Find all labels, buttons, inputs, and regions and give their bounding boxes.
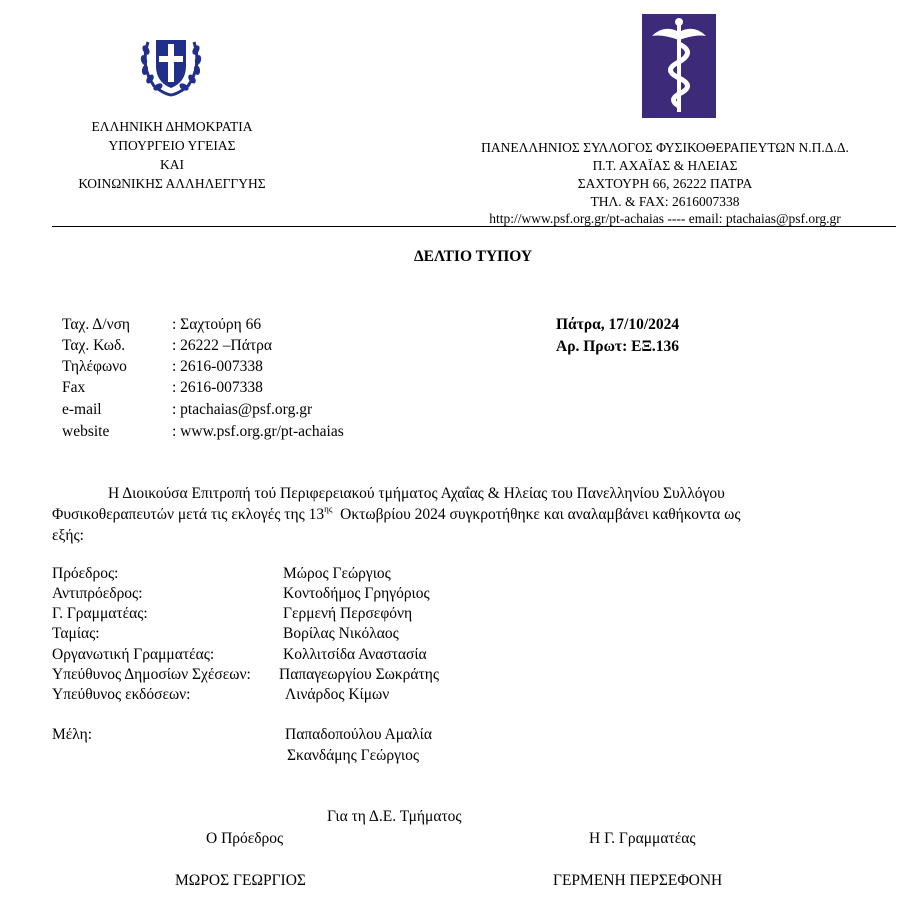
contact-value: : 26222 –Πάτρα — [172, 337, 272, 354]
contact-label: Fax — [62, 379, 86, 396]
header-divider — [52, 226, 896, 227]
contact-label: e-mail — [62, 401, 102, 418]
paragraph-line: Η Διοικούσα Επιτροπή τού Περιφερειακού τμήματος Αχαΐας & Ηλείας του Πανελληνίου Συλλόγου — [108, 485, 725, 502]
board-name: Κοντοδήμος Γρηγόριος — [283, 585, 430, 602]
member-name: Παπαδοπούλου Αμαλία — [285, 726, 432, 743]
signature-left-name: ΜΩΡΟΣ ΓΕΩΡΓΙΟΣ — [175, 872, 306, 889]
date-line: Πάτρα, 17/10/2024 — [556, 316, 680, 333]
board-role: Ταμίας: — [52, 625, 100, 642]
paragraph-line: Φυσικοθεραπευτών μετά τις εκλογές της $13^{\eta\varsigma}$ Οκτωβρίου 2024 συγκροτήθηκε και αναλαμβάνει καθήκοντα ως — [52, 504, 741, 523]
signature-left-title: Ο Πρόεδρος — [206, 830, 284, 847]
contact-value: : 2616-007338 — [172, 379, 263, 396]
contact-value: : ptachaias@psf.org.gr — [172, 401, 313, 418]
signature-right-name: ΓΕΡΜΕΝΗ ΠΕΡΣΕΦΟΝΗ — [553, 872, 723, 889]
member-name: Σκανδάμης Γεώργιος — [287, 747, 419, 764]
header-left-line: ΚΟΙΝΩΝΙΚΗΣ ΑΛΛΗΛΕΓΓΥΗΣ — [78, 176, 266, 191]
members-label: Μέλη: — [52, 726, 93, 743]
header-web-email-line: http://www.psf.org.gr/pt-achaias ---- email: ptachaias@psf.org.gr — [489, 211, 841, 226]
signature-right-title: Η Γ. Γραμματέας — [589, 830, 696, 847]
document-title: ΔΕΛΤΙΟ ΤΥΠΟΥ — [413, 248, 533, 265]
header-right-line: ΣΑΧΤΟΥΡΗ 66, 26222 ΠΑΤΡΑ — [577, 176, 753, 191]
board-name: Γερμενή Περσεφόνη — [283, 605, 413, 622]
board-role: Υπεύθυνος Δημοσίων Σχέσεων: — [52, 666, 251, 683]
contact-value: : www.psf.org.gr/pt-achaias — [172, 423, 344, 440]
contact-value: : Σαχτούρη 66 — [172, 316, 262, 333]
header-right-line: ΠΑΝΕΛΛΗΝΙΟΣ ΣΥΛΛΟΓΟΣ ΦΥΣΙΚΟΘΕΡΑΠΕΥΤΩΝ Ν.Π.Δ.Δ. — [481, 140, 849, 155]
signature-for-line: Για τη Δ.Ε. Τμήματος — [327, 808, 462, 825]
board-role: Γ. Γραμματέας: — [52, 605, 148, 622]
board-name: Μώρος Γεώργιος — [283, 565, 391, 582]
contact-label: website — [62, 423, 110, 440]
board-name: Κολλιτσίδα Αναστασία — [283, 646, 427, 663]
header-left-line: ΕΛΛΗΝΙΚΗ ΔΗΜΟΚΡΑΤΙΑ — [91, 119, 253, 134]
contact-value: : 2616-007338 — [172, 358, 263, 375]
header-right-line: ΤΗΛ. & FAX: 2616007338 — [590, 194, 740, 209]
psf-caduceus-logo-icon — [642, 14, 716, 118]
header-right-line: Π.Τ. ΑΧΑΪΑΣ & ΗΛΕΙΑΣ — [592, 158, 738, 173]
paragraph-line: εξής: — [52, 527, 84, 544]
board-name: Παπαγεωργίου Σωκράτης — [279, 666, 439, 683]
header-left-line: ΚΑΙ — [160, 157, 184, 172]
contact-label: Ταχ. Δ/νση — [62, 316, 131, 333]
contact-label: Ταχ. Κωδ. — [62, 337, 126, 354]
protocol-number: Αρ. Πρωτ: ΕΞ.136 — [556, 338, 680, 355]
board-role: Υπεύθυνος εκδόσεων: — [52, 686, 191, 703]
contact-label: Τηλέφωνο — [62, 358, 127, 375]
board-role: Οργανωτική Γραμματέας: — [52, 646, 215, 663]
board-name: Βορίλας Νικόλαος — [283, 625, 399, 642]
board-name: Λινάρδος Κίμων — [285, 686, 390, 703]
board-role: Πρόεδρος: — [52, 565, 119, 582]
board-role: Αντιπρόεδρος: — [52, 585, 143, 602]
greek-state-emblem-icon — [136, 32, 206, 98]
header-left-line: ΥΠΟΥΡΓΕΙΟ ΥΓΕΙΑΣ — [108, 138, 236, 153]
